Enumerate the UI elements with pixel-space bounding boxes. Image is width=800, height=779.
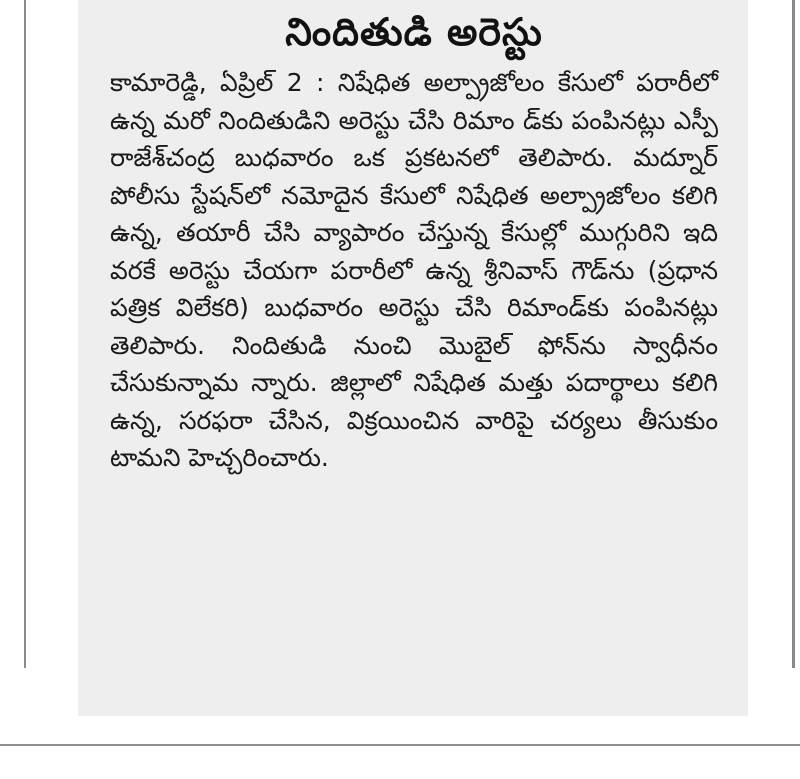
news-article-box [78, 0, 748, 716]
article-headline: నిందితుడి అరెస్టు [285, 10, 543, 54]
article-body: కామారెడ్డి, ఏప్రిల్ 2 : నిషేధిత అల్ప్రాజోలం కేసులో పరారీలో ఉన్న మరో నిందితుడిని అరెస్టు చేసి రిమాం డ్‌కు పంపినట్లు ఎస్పీ రాజేశ్‌చంద్ర బుధవారం ఒక ప్రకటనలో తెలిపారు. మద్నూర్ పోలీసు స్టేషన్‌లో నమోదైన కేసులో నిషేధిత అల్ప్రాజోలం కలిగి ఉన్న, తయారీ చేసి వ్యాపారం చేస్తున్న కేసుల్లో ముగ్గురిని ఇది వరకే అరెస్టు చేయగా పరారీలో ఉన్న శ్రీనివాస్ గౌడ్‌ను (ప్రధాన పత్రిక విలేకరి) బుధవారం అరెస్టు చేసి రిమాండ్‌కు పంపినట్లు తెలిపారు. నిందితుడి నుంచి మొబైల్ ఫోన్‌ను స్వాధీనం చేసుకున్నామ న్నారు. జిల్లాలో నిషేధిత మత్తు పదార్థాలు కలిగి ఉన్న, సరఫరా చేసిన, విక్రయించిన వారిపై చర్యలు తీసుకుం టామని హెచ్చరించారు. [110, 68, 718, 472]
left-column-rule [24, 0, 26, 668]
right-column-rule [792, 0, 795, 668]
bottom-page-rule [0, 744, 800, 746]
